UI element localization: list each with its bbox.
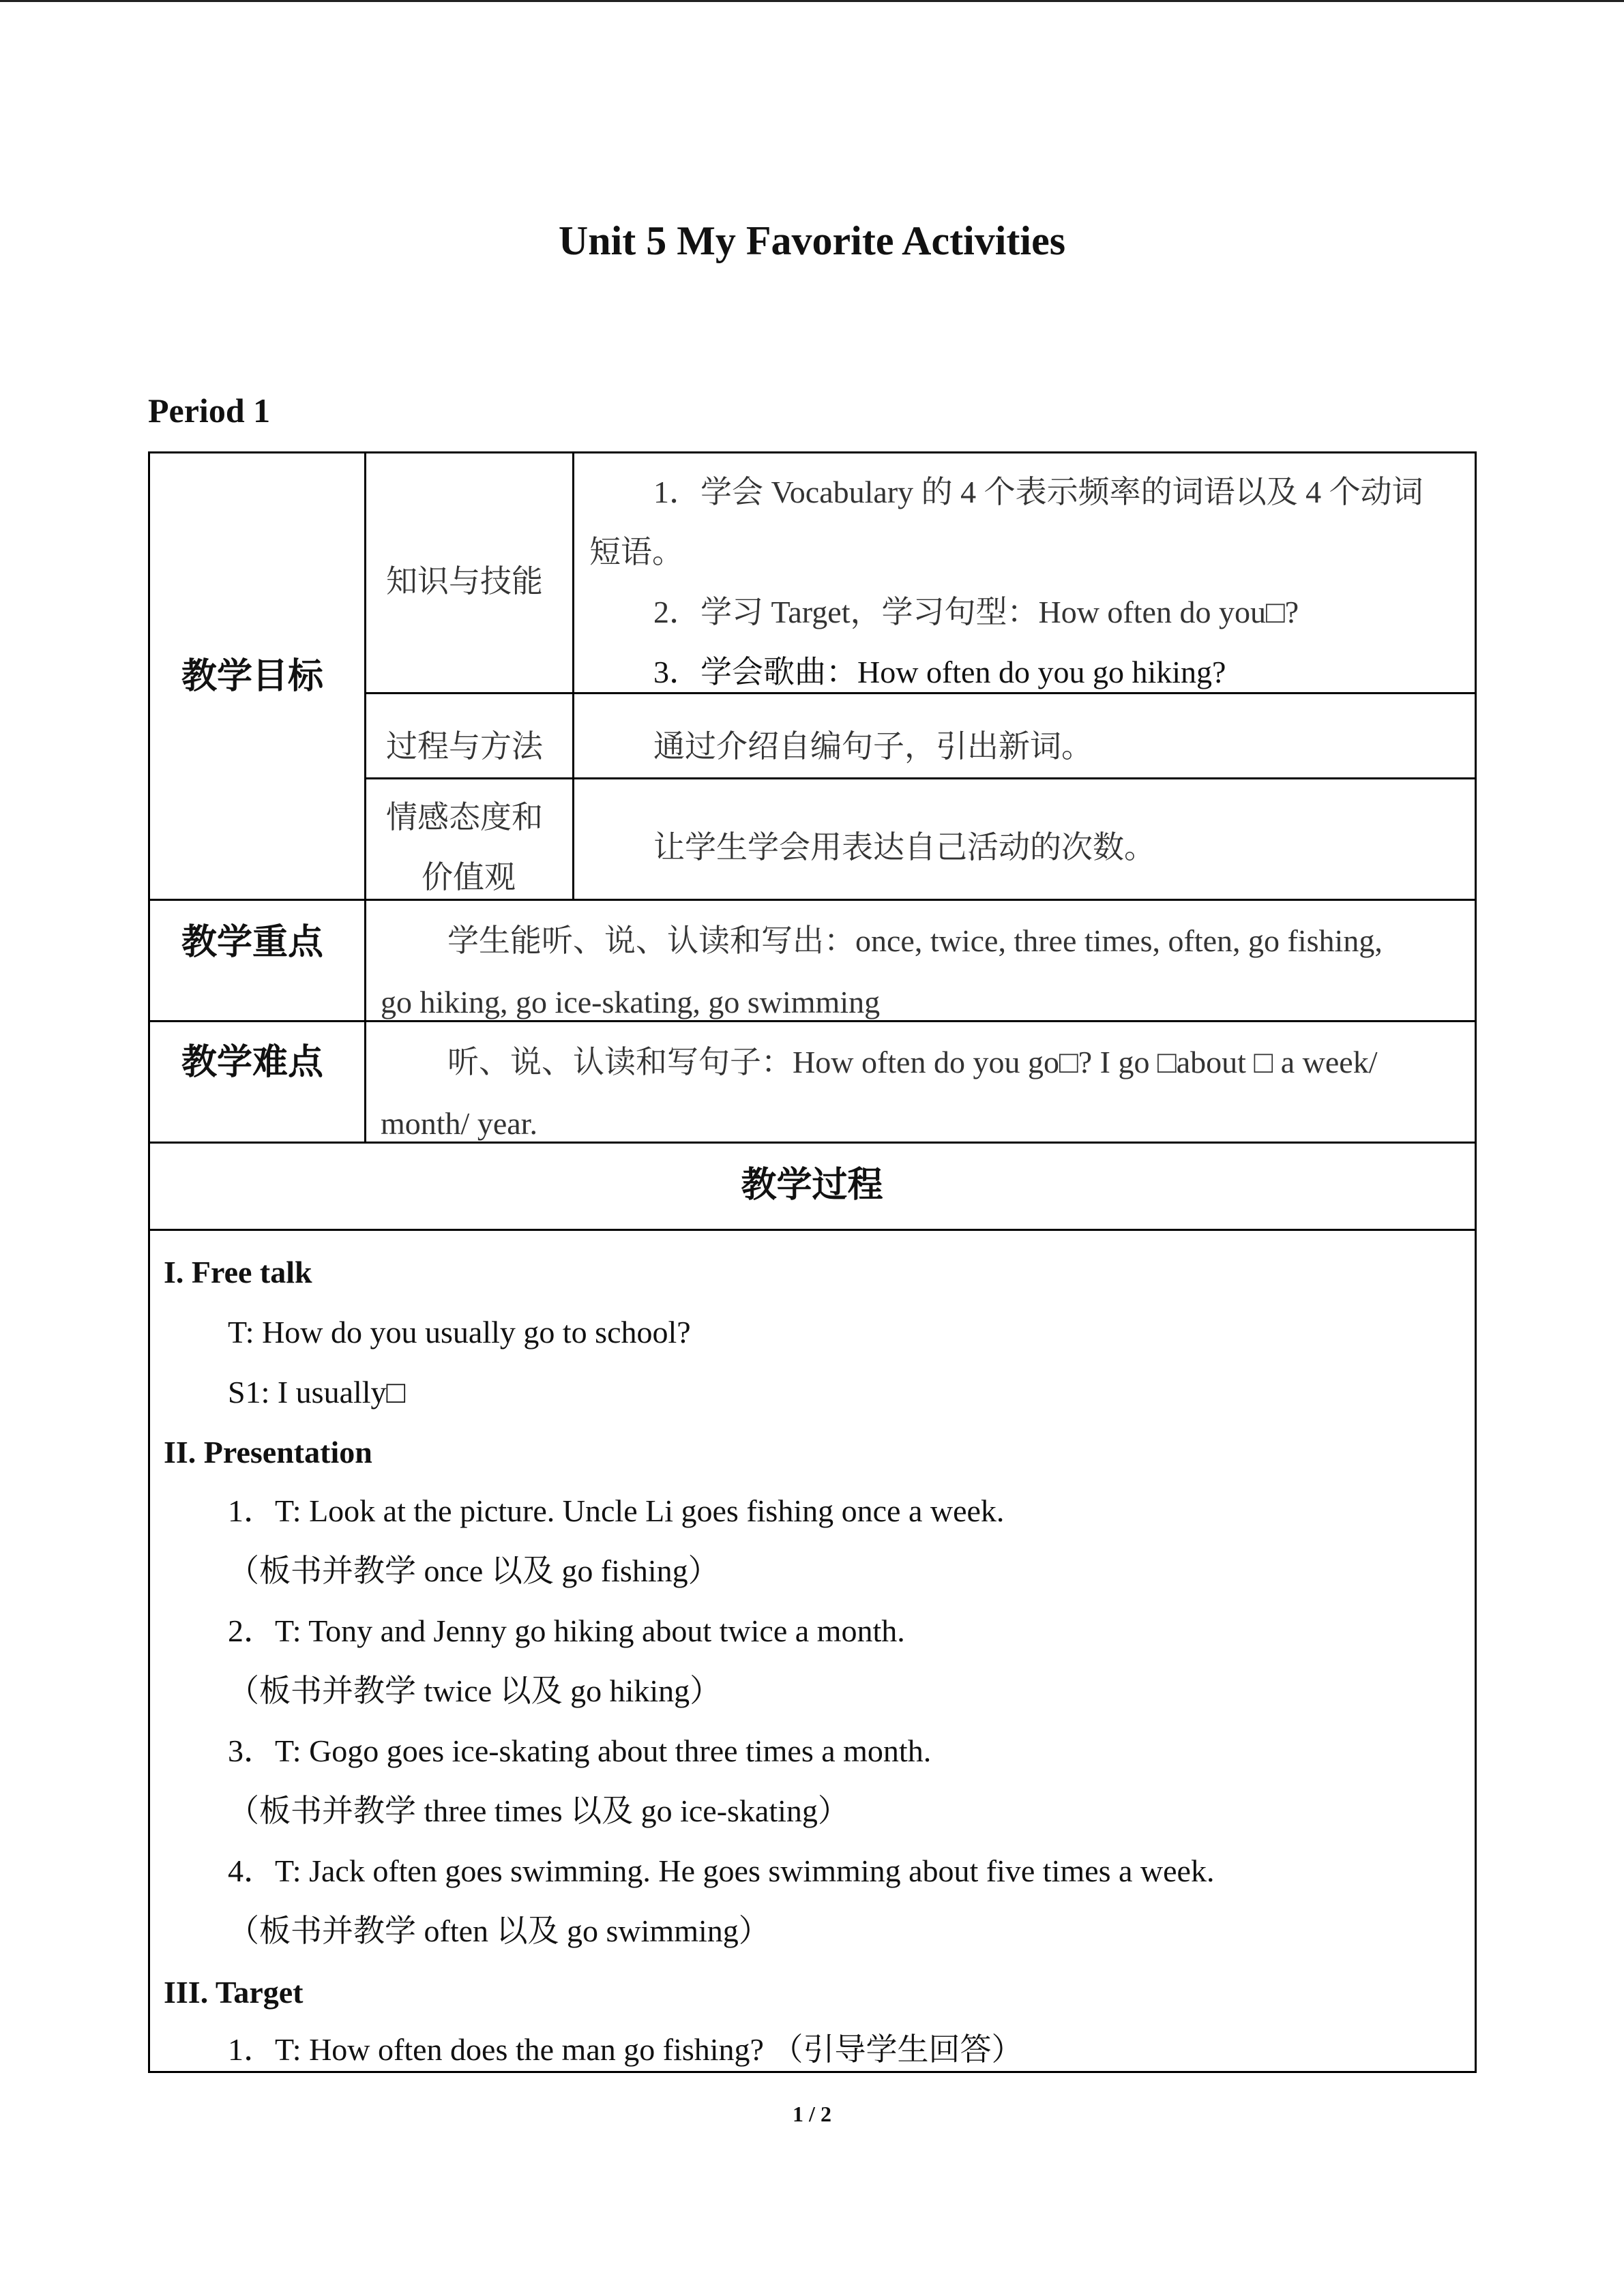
knowledge-label: 知识与技能 [386,563,543,599]
table-divider [148,1229,1477,1231]
key-points-label: 教学重点 [181,922,324,963]
objectives-label: 教学目标 [181,656,324,697]
table-divider [364,777,1477,779]
period-heading: Period 1 [148,391,271,430]
free-talk-heading: I. Free talk [164,1255,312,1289]
target-line-1: 1．T: How often does the man go fishing? （引导学生回答） [228,2032,1023,2067]
page-number: 1 / 2 [793,2102,831,2126]
emotion-label-line2: 价值观 [422,859,516,895]
difficult-points-line1: 听、说、认读和写句子：How often do you go□? I go □about □ a week/ [447,1045,1378,1079]
table-divider [364,451,366,1143]
knowledge-line-1: 1．学会 Vocabulary 的 4 个表示频率的词语以及 4 个动词 [653,475,1423,509]
key-points-line1: 学生能听、说、认读和写出：once, twice, three times, often, go fishing, [447,923,1383,958]
presentation-heading: II. Presentation [164,1435,372,1470]
process-header: 教学过程 [741,1165,883,1206]
knowledge-line-4 [653,642,1226,702]
knowledge-line-2: 短语。 [589,535,683,569]
table-divider [572,451,574,900]
key-points-line2: go hiking, go ice-skating, go swimming [381,985,881,1019]
process-method-text: 通过介绍自编句子，引出新词。 [653,728,1093,764]
presentation-item-1: 1．T: Look at the picture. Uncle Li goes fishing once a week. [228,1493,1005,1528]
presentation-note-3: （板书并教学 three times 以及 go ice-skating） [228,1793,849,1828]
free-talk-line: S1: I usually□ [228,1375,406,1410]
difficult-points-label: 教学难点 [181,1042,324,1083]
table-divider [148,899,1477,901]
presentation-item-4: 4．T: Jack often goes swimming. He goes swimming about five times a week. [228,1853,1215,1888]
free-talk-line: T: How do you usually go to school? [228,1315,691,1350]
presentation-note-4: （板书并教学 often 以及 go swimming） [228,1913,770,1948]
process-method-label: 过程与方法 [386,728,543,764]
knowledge-line-3: 2．学习 Target，学习句型：How often do you□? [653,595,1299,629]
page-title: Unit 5 My Favorite Activities [558,218,1066,263]
presentation-note-2: （板书并教学 twice 以及 go hiking） [228,1673,722,1708]
presentation-item-3: 3．T: Gogo goes ice-skating about three times a month. [228,1733,932,1768]
table-divider [148,1142,1477,1144]
presentation-item-2: 2．T: Tony and Jenny go hiking about twice a month. [228,1613,905,1648]
emotion-label-line1: 情感态度和 [386,799,543,835]
target-heading: III. Target [164,1975,304,2010]
difficult-points-line2: month/ year. [381,1106,537,1141]
knowledge-line-4-text: 3．学会歌曲：How often do you go hiking? [653,655,1226,689]
top-border-line [0,0,1624,2]
emotion-text: 让学生学会用表达自己活动的次数。 [653,829,1155,865]
presentation-note-1: （板书并教学 once 以及 go fishing） [228,1553,720,1588]
